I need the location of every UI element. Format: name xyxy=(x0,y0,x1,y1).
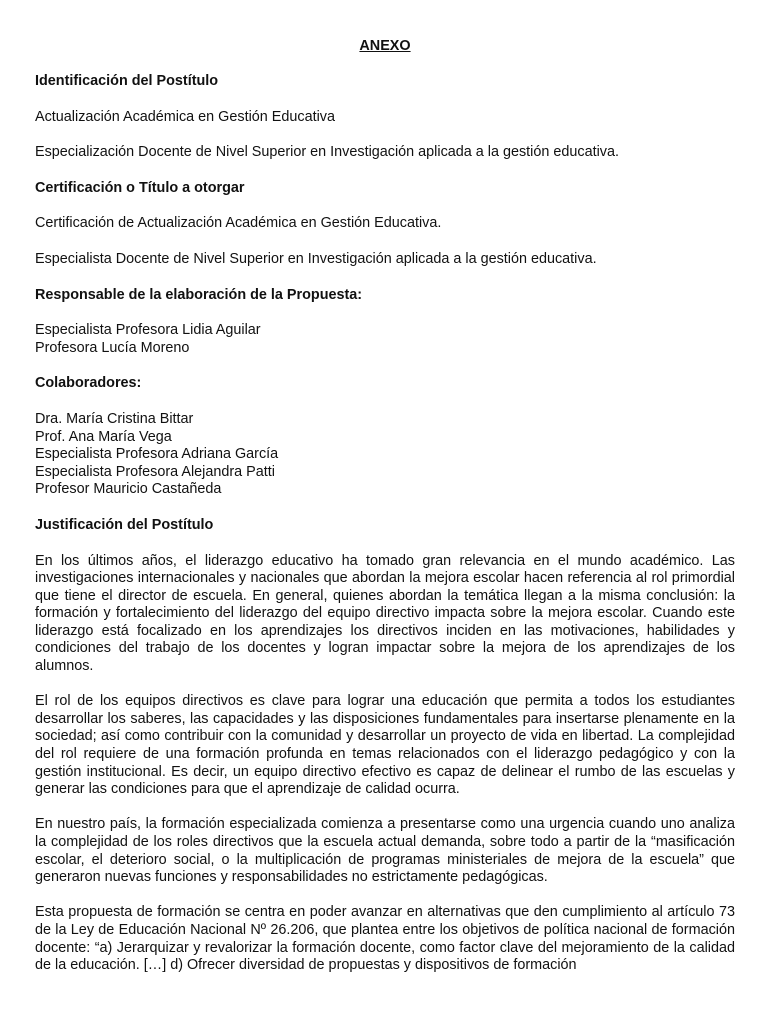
justificacion-paragraph: El rol de los equipos directivos es clave para lograr una educación que permita a todos los estudiantes desarrollar los saberes, las capacidades y las disposiciones fundamentales para insertarse plenamente en la sociedad; así como contribuir con la comunidad y desarrollar un proyecto de vida en libertad. La complejidad del rol requiere de una formación profunda en temas relacionados con el liderazgo pedagógico y con la gestión institucional. Es decir, un equipo directivo efectivo es capaz de delinear el rumbo de las escuelas y generar las condiciones para que el aprendizaje de calidad ocurra. xyxy=(35,693,735,798)
section-heading-certificacion: Certificación o Título a otorgar xyxy=(35,179,245,196)
responsable-name: Profesora Lucía Moreno xyxy=(35,339,190,356)
colaborador-name: Prof. Ana María Vega xyxy=(35,428,172,445)
document-page xyxy=(35,38,735,975)
certificacion-line: Certificación de Actualización Académica en Gestión Educativa. xyxy=(35,215,442,232)
document-title: ANEXO xyxy=(359,38,411,54)
titulo-line: Especialista Docente de Nivel Superior en Investigación aplicada a la gestión educativa. xyxy=(35,250,597,267)
section-heading-identificacion: Identificación del Postítulo xyxy=(35,73,219,89)
section-heading-colaboradores: Colaboradores: xyxy=(35,375,142,392)
justificacion-paragraph: Esta propuesta de formación se centra en poder avanzar en alternativas que den cumplimiento al artículo 73 de la Ley de Educación Nacional Nº 26.206, que plantea entre los objetivos de política nacional de formación docente: “a) Jerarquizar y revalorizar la formación docente, como factor clave del mejoramiento de la calidad de la educación. […] d) Ofrecer diversidad de propuestas y dispositivos de formación xyxy=(35,904,735,974)
responsable-name: Especialista Profesora Lidia Aguilar xyxy=(35,322,261,339)
section-heading-responsable: Responsable de la elaboración de la Propuesta: xyxy=(35,286,363,303)
colaborador-name: Dra. María Cristina Bittar xyxy=(35,410,194,427)
colaboradores-list xyxy=(35,411,735,499)
responsable-list xyxy=(35,322,735,357)
colaborador-name: Profesor Mauricio Castañeda xyxy=(35,481,222,498)
colaborador-name: Especialista Profesora Adriana García xyxy=(35,446,279,463)
postitulo-name-especializacion: Especialización Docente de Nivel Superior en Investigación aplicada a la gestión educativa. xyxy=(35,144,619,161)
colaborador-name: Especialista Profesora Alejandra Patti xyxy=(35,463,275,480)
postitulo-name-actualizacion: Actualización Académica en Gestión Educativa xyxy=(35,108,335,125)
justificacion-paragraph: En los últimos años, el liderazgo educativo ha tomado gran relevancia en el mundo académico. Las investigaciones internacionales y nacionales que abordan la mejora escolar hacen referencia al rol primordial que tiene el director de escuela. En general, quienes abordan la temática llegan a la misma conclusión: la formación y fortalecimiento del liderazgo del equipo directivo impacta sobre la mejora escolar. Cuando este liderazgo está focalizado en los aprendizajes los directivos inciden en las motivaciones, habilidades y condiciones del trabajo de los docentes y logran impactar sobre la mejora de los aprendizajes de los alumnos. xyxy=(35,552,735,675)
justificacion-paragraph: En nuestro país, la formación especializada comienza a presentarse como una urgencia cuando uno analiza la complejidad de los roles directivos que la escuela actual demanda, sobre todo a partir de la “masificación escolar, el deterioro social, o la multiplicación de programas ministeriales de mejora de la escuela” que generaron nuevas funciones y responsabilidades no estrictamente pedagógicas. xyxy=(35,816,735,886)
section-heading-justificacion: Justificación del Postítulo xyxy=(35,516,214,533)
